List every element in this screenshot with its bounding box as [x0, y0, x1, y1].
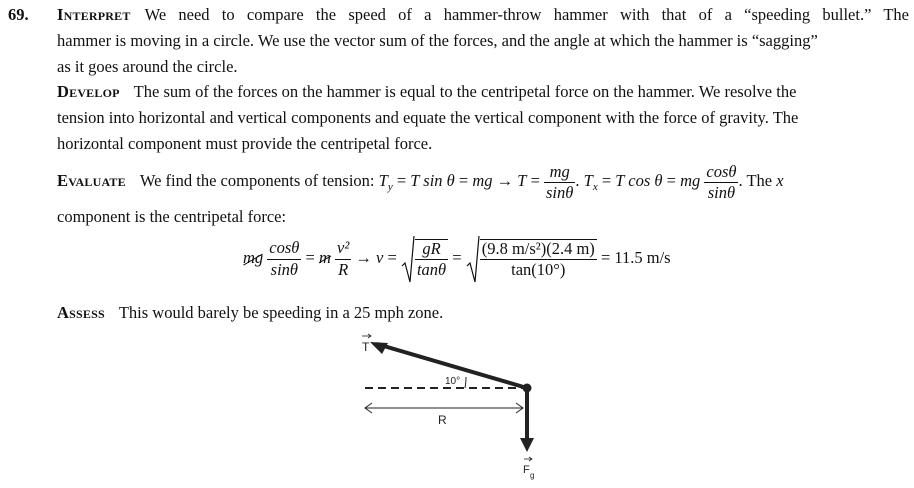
- fraction-cos-over-sin: [267, 239, 301, 278]
- x-variable: x: [776, 171, 784, 190]
- sqrt-gR-over-tan: [401, 234, 448, 284]
- fraction-cos-over-sin: [704, 163, 738, 202]
- numerator: cosθ: [267, 239, 301, 259]
- denominator: sinθ: [546, 182, 574, 202]
- develop-line-2: tension into horizontal and vertical components and equate the vertical component with the force of gravity. The: [57, 108, 799, 128]
- assess-text: This would barely be speeding in a 25 mph zone.: [118, 303, 444, 322]
- gravity-label: F: [523, 464, 530, 476]
- equals: =: [601, 171, 612, 190]
- T-sin-theta: T sin θ: [410, 171, 455, 190]
- T-cos-theta: T cos θ: [615, 171, 663, 190]
- develop-line-3: horizontal component must provide the centripetal force.: [57, 134, 433, 154]
- interpret-line-3: as it goes around the circle.: [57, 57, 238, 77]
- develop-heading: Develop: [57, 82, 120, 101]
- denominator: tanθ: [416, 260, 447, 279]
- denominator: sinθ: [707, 182, 736, 202]
- problem-number: 69.: [8, 5, 29, 24]
- develop-section: [57, 79, 909, 158]
- interpret-heading: Interpret: [57, 5, 131, 24]
- evaluate-after: The: [746, 171, 773, 190]
- fraction-v2-over-R: [335, 239, 351, 278]
- angle-arc: [465, 377, 466, 388]
- evaluate-intro: We find the components of tension:: [139, 171, 375, 190]
- denominator: sinθ: [270, 259, 299, 279]
- v: v: [376, 247, 384, 267]
- fraction-mg-over-sin: [544, 163, 575, 202]
- tension-label: T: [362, 340, 370, 354]
- T: T: [517, 171, 527, 190]
- develop-line-1: The sum of the forces on the hammer is equal to the centripetal force on the hammer. We resolve the: [133, 82, 797, 101]
- tension-T: T: [378, 171, 388, 190]
- interpret-line-1: We need to compare the speed of a hammer-throw hammer with that of a “speeding bullet.” The: [144, 5, 909, 24]
- fraction-gR-over-tan: [415, 239, 448, 279]
- numerator: cosθ: [704, 163, 738, 183]
- denominator: R: [338, 259, 349, 279]
- numerator: v²: [335, 239, 351, 259]
- m-cancelled: [319, 248, 331, 268]
- display-equation: [243, 234, 671, 288]
- sub-x: x: [592, 181, 598, 193]
- interpret-section: [57, 2, 909, 81]
- T: T: [583, 171, 593, 190]
- interpret-line-2: hammer is moving in a circle. We use the vector sum of the forces, and the angle at which the hammer is “sagging”: [57, 31, 818, 51]
- radius-label: R: [438, 413, 447, 427]
- result: = 11.5 m/s: [600, 247, 671, 267]
- period: .: [738, 171, 743, 190]
- mg-text: mg: [243, 247, 264, 267]
- evaluate-heading: Evaluate: [57, 171, 126, 190]
- numerator: (9.8 m/s²)(2.4 m): [480, 240, 597, 260]
- sqrt-values: [466, 234, 597, 284]
- m-text: m: [318, 247, 331, 267]
- force-diagram: [355, 330, 555, 488]
- evaluate-line-1: [57, 157, 909, 211]
- radical-icon: [466, 234, 480, 284]
- assess-section: [57, 300, 909, 326]
- sub-y: y: [387, 181, 393, 193]
- arrow: →: [496, 171, 514, 190]
- arrow: →: [355, 247, 372, 267]
- denominator: tan(10°): [511, 260, 566, 279]
- equals: =: [458, 171, 469, 190]
- mg: mg: [680, 171, 701, 190]
- radical-icon: [401, 234, 415, 284]
- equals: =: [305, 247, 315, 267]
- equals: =: [396, 171, 407, 190]
- numerator: gR: [415, 240, 448, 260]
- period: .: [575, 171, 580, 190]
- equals: =: [530, 171, 540, 190]
- mg-cancelled: [243, 248, 263, 268]
- mg: mg: [472, 171, 493, 190]
- equals: =: [666, 171, 676, 190]
- assess-heading: Assess: [57, 303, 105, 322]
- gravity-arrowhead: [520, 438, 534, 452]
- fraction-values: [480, 239, 597, 279]
- angle-label: 10°: [445, 376, 461, 387]
- gravity-sub: g: [530, 471, 535, 480]
- equals: =: [387, 247, 397, 267]
- evaluate-line-2: component is the centripetal force:: [57, 207, 287, 226]
- numerator: mg: [544, 163, 575, 183]
- equals: =: [452, 247, 462, 267]
